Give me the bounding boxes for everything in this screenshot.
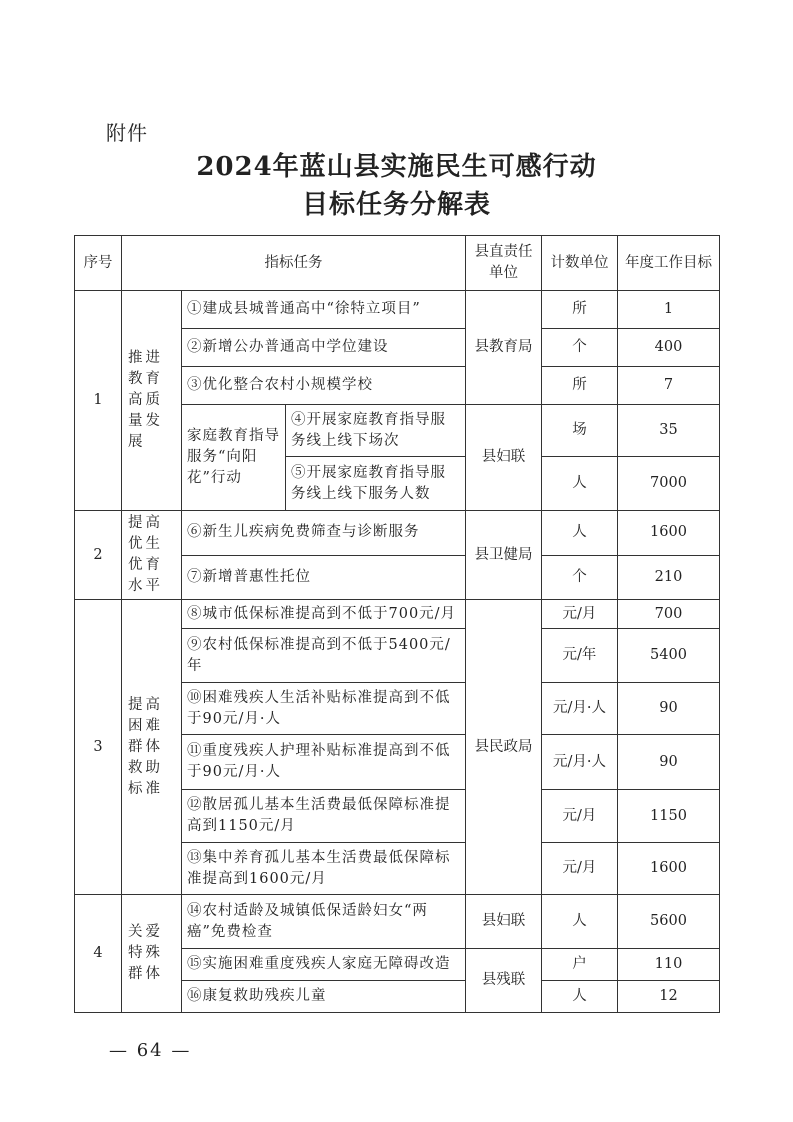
group-no: 1 <box>75 291 122 511</box>
group-category: 推进教育高质量发展 <box>122 291 182 511</box>
unit-cell: 元/月 <box>542 790 618 843</box>
target-cell: 700 <box>618 600 720 629</box>
group-category: 关爱特殊群体 <box>122 895 182 1013</box>
target-cell: 5600 <box>618 895 720 949</box>
task-cell: ⑦新增普惠性托位 <box>182 555 466 600</box>
group-category: 提高困难群体救助标准 <box>122 600 182 895</box>
sub-group-cell: 家庭教育指导服务“向阳花”行动 <box>182 405 286 511</box>
target-cell: 400 <box>618 329 720 367</box>
unit-cell: 场 <box>542 405 618 457</box>
task-cell: ④开展家庭教育指导服务线上线下场次 <box>286 405 466 457</box>
target-cell: 1150 <box>618 790 720 843</box>
table-row <box>75 600 720 629</box>
target-cell: 1 <box>618 291 720 329</box>
header-no: 序号 <box>75 236 122 291</box>
title-line-2: 目标任务分解表 <box>301 190 491 220</box>
target-cell: 5400 <box>618 629 720 683</box>
target-cell: 90 <box>618 735 720 790</box>
target-cell: 210 <box>618 555 720 600</box>
task-cell: ①建成县城普通高中“徐特立项目” <box>182 291 466 329</box>
unit-cell: 人 <box>542 457 618 511</box>
target-cell: 1600 <box>618 511 720 556</box>
unit-cell: 所 <box>542 367 618 405</box>
header-row <box>75 236 720 291</box>
target-cell: 90 <box>618 683 720 735</box>
page-number: — 64 — <box>109 1040 192 1061</box>
task-cell: ③优化整合农村小规模学校 <box>182 367 466 405</box>
group-no: 2 <box>75 511 122 600</box>
unit-cell: 个 <box>542 329 618 367</box>
target-cell: 110 <box>618 949 720 981</box>
target-cell: 7000 <box>618 457 720 511</box>
target-cell: 35 <box>618 405 720 457</box>
header-task: 指标任务 <box>122 236 466 291</box>
task-cell: ⑧城市低保标准提高到不低于700元/月 <box>182 600 466 629</box>
target-cell: 12 <box>618 981 720 1013</box>
group-no: 3 <box>75 600 122 895</box>
task-cell: ⑫散居孤儿基本生活费最低保障标准提高到1150元/月 <box>182 790 466 843</box>
task-cell: ②新增公办普通高中学位建设 <box>182 329 466 367</box>
task-cell: ⑭农村适龄及城镇低保适龄妇女“两癌”免费检查 <box>182 895 466 949</box>
unit-cell: 人 <box>542 511 618 556</box>
table-row <box>75 895 720 949</box>
task-table <box>74 235 720 1013</box>
task-cell: ⑨农村低保标准提高到不低于5400元/年 <box>182 629 466 683</box>
unit-cell: 户 <box>542 949 618 981</box>
dept-cell: 县妇联 <box>466 895 542 949</box>
task-cell: ⑪重度残疾人护理补贴标准提高到不低于90元/月·人 <box>182 735 466 790</box>
unit-cell: 元/月·人 <box>542 735 618 790</box>
unit-cell: 元/年 <box>542 629 618 683</box>
header-unit: 计数单位 <box>542 236 618 291</box>
target-cell: 1600 <box>618 843 720 895</box>
unit-cell: 所 <box>542 291 618 329</box>
dept-cell: 县妇联 <box>466 405 542 511</box>
task-cell: ⑬集中养育孤儿基本生活费最低保障标准提高到1600元/月 <box>182 843 466 895</box>
unit-cell: 人 <box>542 895 618 949</box>
table-row <box>75 291 720 329</box>
table-row <box>75 511 720 556</box>
dept-cell: 县卫健局 <box>466 511 542 600</box>
attachment-label: 附件 <box>106 121 148 145</box>
header-target: 年度工作目标 <box>618 236 720 291</box>
unit-cell: 元/月·人 <box>542 683 618 735</box>
unit-cell: 元/月 <box>542 843 618 895</box>
task-cell: ⑥新生儿疾病免费筛查与诊断服务 <box>182 511 466 556</box>
task-cell: ⑮实施困难重度残疾人家庭无障碍改造 <box>182 949 466 981</box>
target-cell: 7 <box>618 367 720 405</box>
group-no: 4 <box>75 895 122 1013</box>
unit-cell: 元/月 <box>542 600 618 629</box>
unit-cell: 人 <box>542 981 618 1013</box>
task-cell: ⑤开展家庭教育指导服务线上线下服务人数 <box>286 457 466 511</box>
unit-cell: 个 <box>542 555 618 600</box>
dept-cell: 县教育局 <box>466 291 542 405</box>
header-dept: 县直责任单位 <box>466 236 542 291</box>
task-cell: ⑩困难残疾人生活补贴标准提高到不低于90元/月·人 <box>182 683 466 735</box>
title-line-1: 2024年蓝山县实施民生可感行动 <box>196 152 597 182</box>
group-category: 提高优生优育水平 <box>122 511 182 600</box>
dept-cell: 县民政局 <box>466 600 542 895</box>
dept-cell: 县残联 <box>466 949 542 1013</box>
task-cell: ⑯康复救助残疾儿童 <box>182 981 466 1013</box>
